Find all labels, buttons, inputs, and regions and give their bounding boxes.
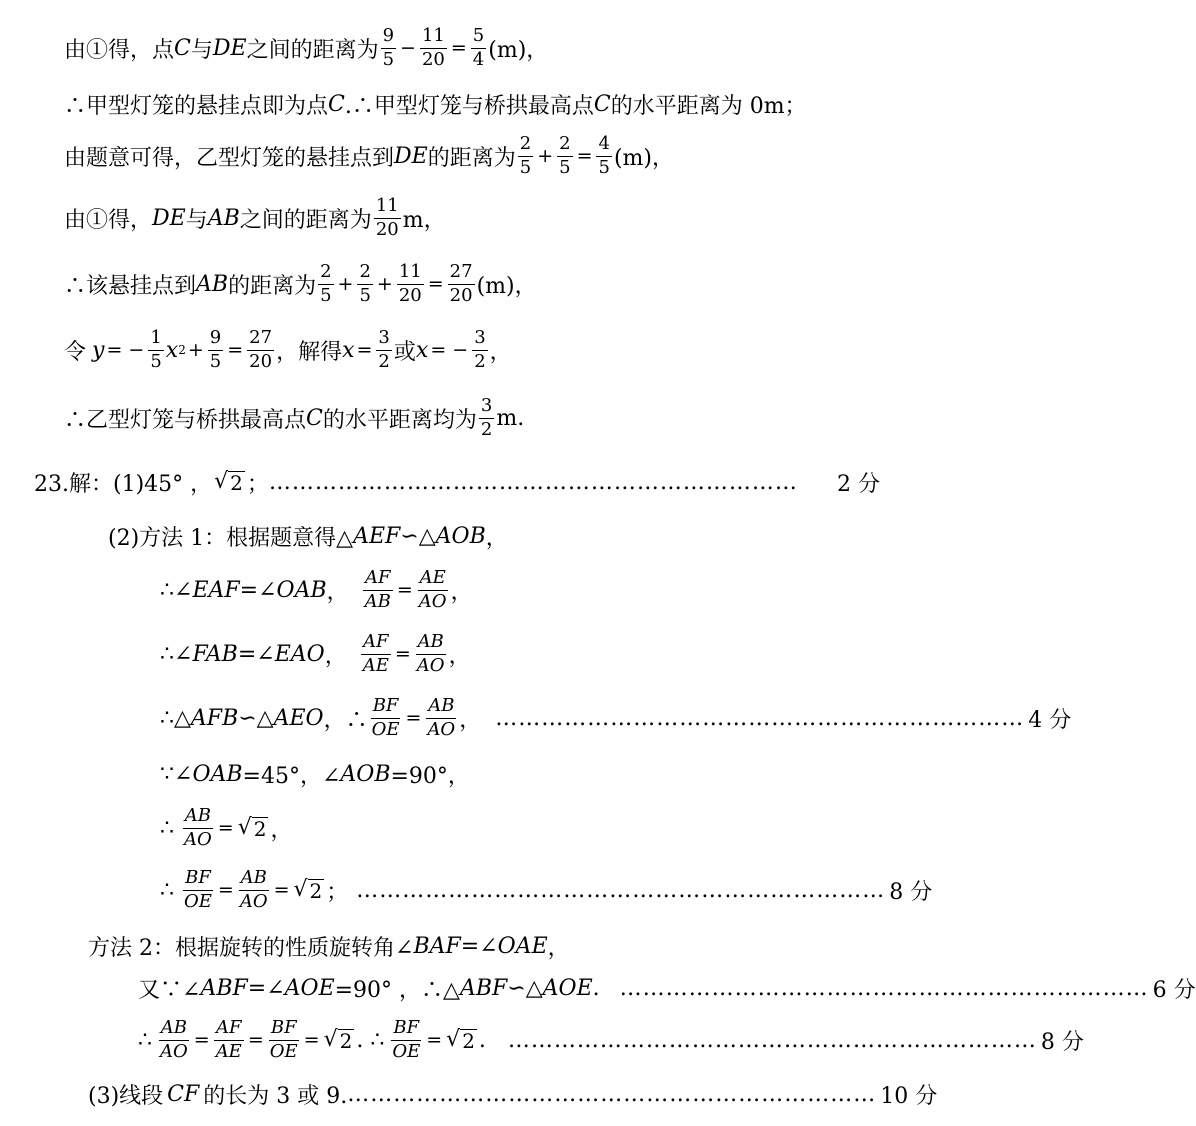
fraction: $\frac{AB}{AO}$ (184, 804, 212, 850)
score: 6 分 (1152, 977, 1196, 1003)
operator: = (273, 879, 290, 901)
sqrt: √ 2 (214, 468, 243, 495)
var: AB (196, 271, 229, 297)
fraction: $\frac{9}{5}$ (209, 326, 222, 372)
m1-row-2 (160, 622, 471, 686)
var: DE (152, 205, 186, 231)
var: OAB (276, 577, 327, 603)
operator: = (356, 339, 373, 361)
text: ∴∠ (160, 641, 193, 667)
fraction: 3 2 (480, 394, 493, 440)
text: ∴该悬挂点到 (64, 273, 197, 299)
var: AEF (353, 523, 401, 549)
text: 方法 2：根据旋转的性质旋转角∠ (88, 935, 414, 961)
operator: = (247, 1029, 264, 1051)
var: C (306, 405, 323, 431)
text: ， (459, 707, 482, 733)
var: AB (207, 205, 240, 231)
text: . ∴ (356, 1027, 385, 1053)
operator: = (426, 1029, 443, 1051)
text: ，解得 (276, 339, 343, 365)
var: DE (212, 35, 247, 61)
text: 之间的距离为 (239, 207, 372, 233)
dot-leader: …………………………………………………………… (347, 1081, 877, 1107)
var: AEO (273, 705, 324, 731)
text: ， (485, 525, 508, 551)
line-3 (64, 124, 674, 188)
operator: + (337, 273, 354, 295)
text: =90°， (390, 763, 470, 789)
operator: = − (106, 339, 145, 361)
sqrt: √ 2 (237, 814, 267, 841)
operator: = − (430, 339, 469, 361)
m1-row-5 (160, 796, 292, 860)
text: 由①得， (64, 207, 153, 233)
var: C (174, 35, 191, 61)
var: x (165, 337, 179, 363)
text: (m)， (488, 37, 549, 63)
text: =∠ (237, 641, 275, 667)
text: =∠ (247, 975, 285, 1001)
var: FAB (192, 641, 238, 667)
text: 的水平距离为 0m； (610, 93, 807, 119)
operator: = (193, 1029, 210, 1051)
fraction: $\frac{11}{20}$ (421, 24, 445, 70)
text: 令 (64, 339, 87, 365)
text: ∴ (160, 815, 174, 841)
var: AOB (340, 761, 391, 787)
fraction: $\frac{27}{20}$ (249, 326, 273, 372)
text: ， (326, 579, 349, 605)
var: DE (394, 143, 428, 169)
fraction: $\frac{3}{2}$ (474, 326, 486, 372)
score: 2 分 (837, 471, 880, 497)
text: 或 (393, 339, 416, 365)
sqrt: √ 2 (446, 1026, 475, 1053)
text: ∴ (160, 877, 174, 903)
score: 8 分 (1040, 1029, 1084, 1055)
text: =45°，∠ (242, 763, 341, 789)
m1-row-3 (160, 686, 1072, 750)
score: 8 分 (889, 879, 933, 905)
fraction: 2 5 (320, 260, 332, 306)
operator: + (376, 273, 393, 295)
line-1 (64, 16, 548, 80)
fraction: $\frac{AB}{AO}$ (416, 630, 445, 676)
dot-leader: …………………………………………………………… (268, 469, 798, 495)
line-5 (64, 252, 537, 316)
fraction: $\frac{AE}{AO}$ (418, 566, 447, 612)
operator: = (227, 339, 244, 361)
text: ∴△ (160, 705, 191, 731)
line-6 (64, 318, 512, 382)
fraction: $\frac{5}{4}$ (472, 24, 485, 70)
text: 又∵∠ (138, 977, 201, 1003)
operator: = (396, 579, 413, 601)
text: ， (324, 643, 347, 669)
fraction: $\frac{1}{5}$ (150, 326, 162, 372)
fraction: $\frac{AB}{AO}$ (427, 694, 456, 740)
text: ∽△ (238, 705, 274, 731)
text: m， (402, 207, 446, 233)
var: x (342, 337, 355, 363)
m1-row-1 (160, 558, 473, 622)
fraction: $\frac{BF}{OE}$ (392, 1016, 421, 1062)
var: C (328, 91, 345, 117)
var: BAF (413, 933, 461, 959)
text: ， (547, 935, 570, 961)
fraction: 9 5 (382, 24, 395, 70)
fraction: $\frac{BF}{OE}$ (184, 866, 212, 912)
operator: + (187, 339, 204, 361)
fraction: $\frac{AF}{AB}$ (364, 566, 391, 612)
text: ； (326, 879, 349, 905)
text: ， (270, 817, 293, 843)
q23-part3 (88, 1062, 938, 1126)
var: AFB (190, 705, 239, 731)
var: ABF (459, 975, 508, 1001)
fraction: $\frac{AB}{AO}$ (239, 866, 268, 912)
fraction: $\frac{AF}{AE}$ (362, 630, 389, 676)
fraction: $\frac{2}{5}$ (559, 132, 571, 178)
text: (2)方法 1：根据题意得△ (108, 525, 354, 551)
text: ∴ (138, 1027, 152, 1053)
text: ； (246, 471, 269, 497)
line-7 (64, 386, 524, 450)
var: x (415, 337, 429, 363)
score: 4 分 (1028, 707, 1072, 733)
text: 与 (185, 207, 208, 233)
text: =∠ (239, 577, 277, 603)
score: 10 分 (880, 1083, 938, 1109)
fraction: $\frac{AB}{AO}$ (160, 1016, 188, 1062)
text: ， (489, 339, 512, 365)
text: =∠ (460, 933, 498, 959)
operator: = (427, 273, 444, 295)
text: ，∴ (323, 707, 368, 733)
text: ∽△ (400, 523, 436, 549)
text: . (592, 975, 600, 1001)
var: AOE (542, 975, 593, 1001)
text: =90° ，∴△ (334, 977, 460, 1003)
operator: + (537, 145, 554, 167)
text: ∴∠ (160, 577, 193, 603)
var: EAF (192, 577, 240, 603)
m1-row-6 (160, 858, 933, 922)
var: OAB (192, 761, 243, 787)
dot-leader: …………………………………………………………… (495, 705, 1025, 731)
text: ∽△ (507, 975, 543, 1001)
exponent: 2 (178, 343, 186, 357)
fraction: $\frac{11}{20}$ (398, 260, 422, 306)
operator: = (217, 879, 234, 901)
text: ， (450, 579, 473, 605)
text: (3)线段 (88, 1083, 164, 1109)
text: ∵∠ (160, 761, 193, 787)
var: OAE (497, 933, 548, 959)
operator: = (217, 817, 234, 839)
text: (m)， (476, 273, 537, 299)
var: CF (167, 1081, 200, 1107)
text: 的长为 3 或 9. (203, 1083, 348, 1109)
operator: = (394, 643, 411, 665)
fraction: $\frac{4}{5}$ (598, 132, 610, 178)
text: 23.解：(1)45° ， (34, 471, 213, 497)
var: y (92, 337, 105, 363)
text: .∴甲型灯笼与桥拱最高点 (344, 93, 594, 119)
text: ， (448, 643, 471, 669)
operator: = (405, 707, 422, 729)
fraction: $\frac{AF}{AE}$ (215, 1016, 242, 1062)
sqrt: √ 2 (293, 876, 323, 903)
dot-leader: …………………………………………………………… (507, 1027, 1037, 1053)
operator: − (400, 37, 416, 59)
fraction: $\frac{27}{20}$ (449, 260, 473, 306)
var: AOB (435, 523, 486, 549)
text: 的水平距离均为 (322, 407, 477, 433)
var: EAO (274, 641, 325, 667)
dot-leader: …………………………………………………………… (619, 975, 1149, 1001)
text: ∴甲型灯笼的悬挂点即为点 (64, 93, 329, 119)
text: . (478, 1027, 486, 1053)
line-4 (64, 186, 446, 250)
text: 的距离为 (427, 145, 516, 171)
text: m. (496, 405, 525, 431)
text: ∴乙型灯笼与桥拱最高点 (64, 407, 307, 433)
fraction: 2 5 (519, 132, 532, 178)
fraction: $\frac{2}{5}$ (359, 260, 371, 306)
text: 由①得，点 (64, 37, 175, 63)
var: C (593, 91, 611, 117)
fraction: $\frac{3}{2}$ (378, 326, 390, 372)
fraction: 11 20 (375, 194, 399, 240)
text: 之间的距离为 (246, 37, 379, 63)
fraction: $\frac{BF}{OE}$ (269, 1016, 298, 1062)
var: AOE (284, 975, 335, 1001)
var: ABF (200, 975, 248, 1001)
dot-leader: …………………………………………………………… (356, 877, 886, 903)
text: 的距离为 (228, 273, 317, 299)
fraction: $\frac{BF}{OE}$ (371, 694, 400, 740)
sqrt: √ 2 (323, 1026, 353, 1053)
text: 与 (190, 37, 213, 63)
operator: = (303, 1029, 320, 1051)
operator: = (450, 37, 467, 59)
operator: = (576, 145, 593, 167)
text: (m)， (613, 145, 674, 171)
text: 由题意可得，乙型灯笼的悬挂点到 (64, 145, 395, 171)
